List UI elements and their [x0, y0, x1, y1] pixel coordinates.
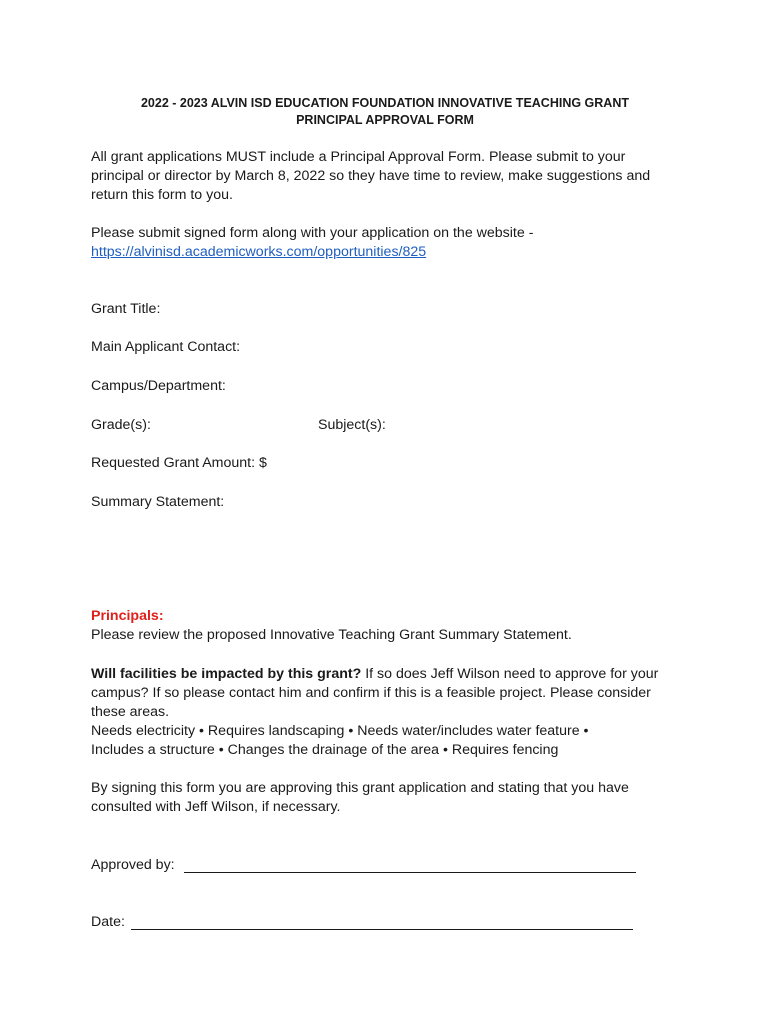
- grades-label: Grade(s):: [91, 417, 151, 433]
- intro-paragraph: All grant applications MUST include a Principal Approval Form. Please submit to your principal or director by March 8, 2022 so they have time to review, make suggestions and return this form to you.: [91, 149, 651, 203]
- submission-text: Please submit signed form along with your application on the website -: [91, 225, 534, 241]
- facilities-text: If so does Jeff Wilson need to approve for your campus? If so please contact him and confirm if this is a feasible project. Please consider these areas.: [91, 666, 659, 720]
- approved-by-signature-line[interactable]: [184, 872, 636, 873]
- submission-paragraph: [91, 224, 681, 262]
- review-text: Please review the proposed Innovative Teaching Grant Summary Statement.: [91, 627, 572, 643]
- main-contact-label: Main Applicant Contact:: [91, 339, 241, 355]
- principals-heading: Principals:: [91, 608, 164, 624]
- approved-by-label: Approved by:: [91, 857, 175, 873]
- signing-statement: By signing this form you are approving this grant application and stating that you have consulted with Jeff Wilson, if necessary.: [91, 780, 629, 815]
- form-title-line1: 2022 - 2023 ALVIN ISD EDUCATION FOUNDATION INNOVATIVE TEACHING GRANT: [140, 96, 629, 110]
- form-title-line2: PRINCIPAL APPROVAL FORM: [296, 113, 474, 127]
- date-signature-line[interactable]: [131, 929, 633, 930]
- facilities-paragraph: [91, 665, 681, 760]
- amount-label: Requested Grant Amount: $: [91, 455, 267, 471]
- summary-label: Summary Statement:: [91, 494, 225, 510]
- grant-title-label: Grant Title:: [91, 301, 161, 317]
- date-label: Date:: [91, 914, 125, 930]
- areas-line-1: Needs electricity • Requires landscaping • Needs water/includes water feature •: [91, 723, 589, 739]
- subjects-label: Subject(s):: [318, 417, 386, 433]
- campus-label: Campus/Department:: [91, 378, 226, 394]
- facilities-question: Will facilities be impacted by this grant?: [91, 666, 362, 682]
- areas-line-2: Includes a structure • Changes the drainage of the area • Requires fencing: [91, 742, 559, 758]
- application-link[interactable]: https://alvinisd.academicworks.com/opportunities/825: [91, 244, 427, 260]
